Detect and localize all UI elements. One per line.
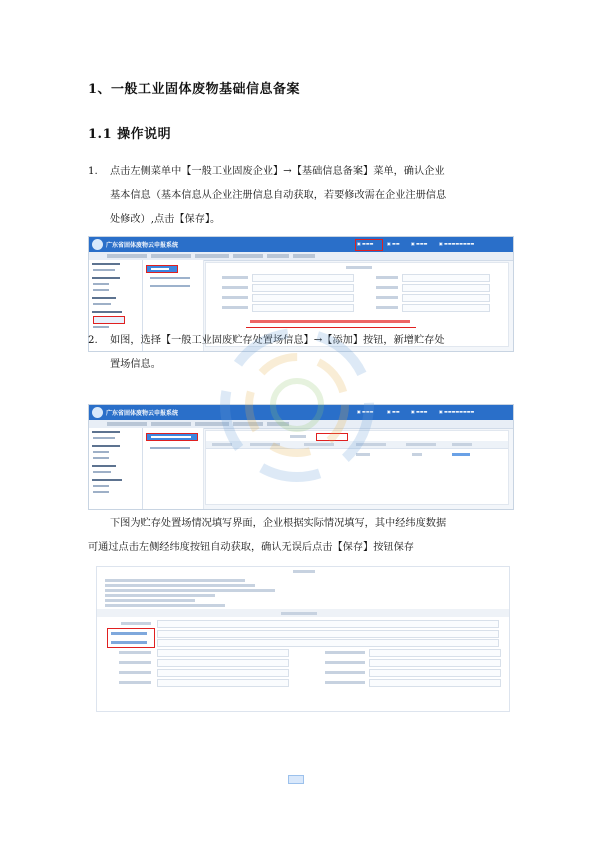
paragraph-3 (88, 512, 518, 560)
app-title: 广东省固体废物云申报系统 (106, 242, 179, 249)
step-1-line-3: 处修改）,点击【保存】。 (110, 214, 221, 225)
app-header-2 (89, 405, 513, 420)
step-1-number: 1. (88, 166, 98, 177)
subsection-title: 1.1 操作说明 (88, 127, 172, 142)
header-button-2: ▣ ▬▬ (387, 241, 400, 246)
screenshot-storage-site-form (96, 566, 510, 712)
section-title: 1、一般工业固体废物基础信息备案 (88, 82, 301, 97)
step-1-line-1: 点击左侧菜单中【一般工业固废企业】→【基础信息备案】菜单，确认企业 (110, 166, 445, 177)
header-button-1: ▣ ▬▬▬ (357, 241, 374, 246)
step-2-line-1: 如图，选择【一般工业固废贮存处置场信息】→【添加】按钮，新增贮存处 (110, 335, 445, 346)
sidebar-highlight (93, 316, 125, 324)
step-2 (88, 329, 508, 377)
step-2-line-2: 置场信息。 (110, 359, 161, 370)
step-2-number: 2. (88, 335, 98, 346)
header2-button-1: ▣ ▬▬▬ (357, 409, 374, 414)
app-title-2: 广东省固体废物云申报系统 (106, 410, 179, 417)
form-save-button (288, 775, 304, 784)
header-button-4: ▣ ▬▬▬▬▬▬▬▬ (439, 241, 475, 246)
left-sidebar-2 (89, 428, 143, 509)
step-1 (88, 160, 508, 232)
app-logo-icon (92, 239, 103, 250)
header2-button-2: ▣ ▬▬ (387, 409, 400, 414)
paragraph-3-line-2: 可通过点击左侧经纬度按钮自动获取，确认无误后点击【保存】按钮保存 (88, 542, 414, 553)
screenshot-storage-site-list (88, 404, 514, 510)
coordinate-buttons-highlight (107, 628, 155, 648)
content-panel-2 (205, 430, 509, 505)
app-logo-icon-2 (92, 407, 103, 418)
header-button-3: ▣ ▬▬▬ (411, 241, 428, 246)
paragraph-3-line-1: 下图为贮存处置场情况填写界面，企业根据实际情况填写，其中经纬度数据 (110, 518, 447, 529)
submenu-2 (143, 428, 204, 509)
add-button-highlight (316, 433, 348, 441)
header2-button-3: ▣ ▬▬▬ (411, 409, 428, 414)
header-highlight (355, 239, 383, 251)
app-header (89, 237, 513, 252)
header2-button-4: ▣ ▬▬▬▬▬▬▬▬ (439, 409, 475, 414)
step-1-line-2: 基本信息（基本信息从企业注册信息自动获取，若要修改需在企业注册信息 (110, 190, 447, 201)
